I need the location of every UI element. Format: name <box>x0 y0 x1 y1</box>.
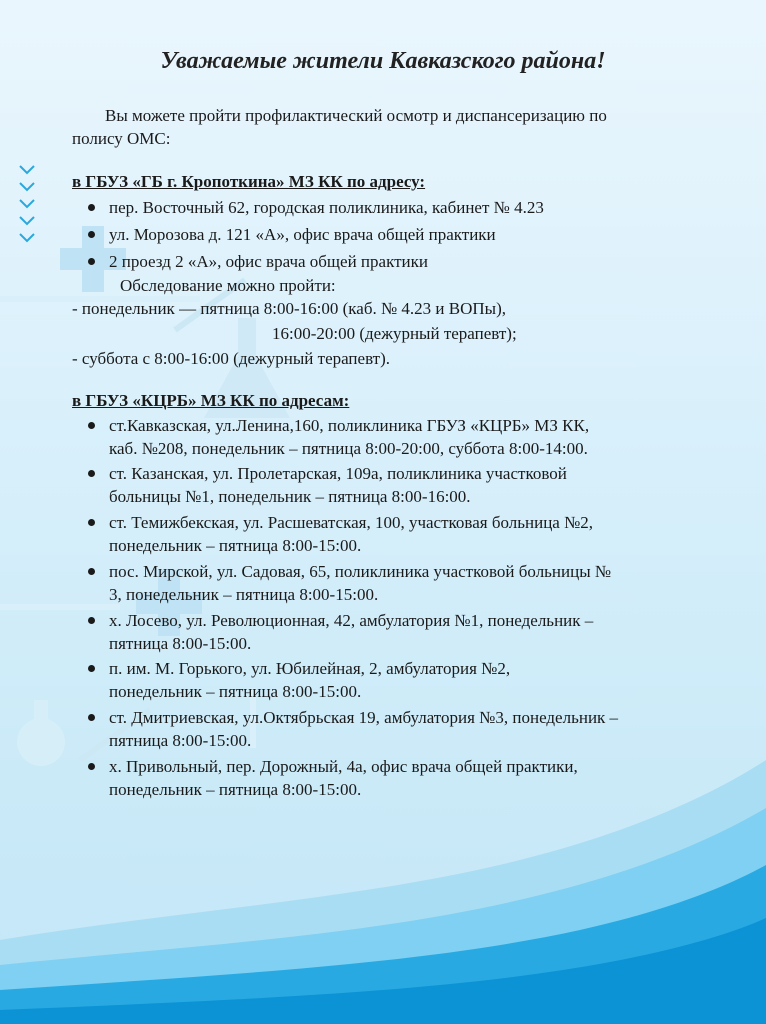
section-heading-gb-kropotkin: в ГБУЗ «ГБ г. Кропоткина» МЗ КК по адресу: <box>72 172 426 191</box>
page-title: Уважаемые жители Кавказского района! <box>160 48 606 74</box>
list-item: ст. Казанская, ул. Пролетарская, 109а, поликлиника участковой больницы №1, понедельник – пятница 8:00-16:00. <box>88 462 567 508</box>
schedule-line-2: 16:00-20:00 (дежурный терапевт); <box>272 324 517 343</box>
section-heading-kcrb: в ГБУЗ «КЦРБ» МЗ КК по адресам: <box>72 391 350 410</box>
list-item: ст. Дмитриевская, ул.Октябрьская 19, амбулатория №3, понедельник – пятница 8:00-15:00. <box>88 706 618 752</box>
list-item: ул. Морозова д. 121 «А», офис врача общей практики <box>88 223 496 246</box>
list-item: ст. Темижбекская, ул. Расшеватская, 100, участковая больница №2, понедельник – пятница 8:00-15:00. <box>88 511 593 557</box>
intro-line-1: Вы можете пройти профилактический осмотр и диспансеризацию по <box>105 106 607 125</box>
schedule-line-1: - понедельник — пятница 8:00-16:00 (каб. № 4.23 и ВОПы), <box>72 299 507 318</box>
intro-line-2: полису ОМС: <box>72 129 171 148</box>
list-item: пер. Восточный 62, городская поликлиника, кабинет № 4.23 <box>88 196 544 219</box>
list-item: х. Привольный, пер. Дорожный, 4а, офис врача общей практики, понедельник – пятница 8:00-15:00. <box>88 755 578 801</box>
schedule-line-3: - суббота с 8:00-16:00 (дежурный терапевт). <box>72 349 391 368</box>
schedule-title: Обследование можно пройти: <box>120 276 336 295</box>
list-item: 2 проезд 2 «А», офис врача общей практики <box>88 250 428 273</box>
list-item: пос. Мирской, ул. Садовая, 65, поликлиника участковой больницы № 3, понедельник – пятница 8:00-15:00. <box>88 560 611 606</box>
list-item: х. Лосево, ул. Революционная, 42, амбулатория №1, понедельник – пятница 8:00-15:00. <box>88 609 593 655</box>
list-item: ст.Кавказская, ул.Ленина,160, поликлиника ГБУЗ «КЦРБ» МЗ КК, каб. №208, понедельник – пятница 8:00-20:00, суббота 8:00-14:00. <box>88 414 589 460</box>
list-item: п. им. М. Горького, ул. Юбилейная, 2, амбулатория №2, понедельник – пятница 8:00-15:00. <box>88 657 510 703</box>
